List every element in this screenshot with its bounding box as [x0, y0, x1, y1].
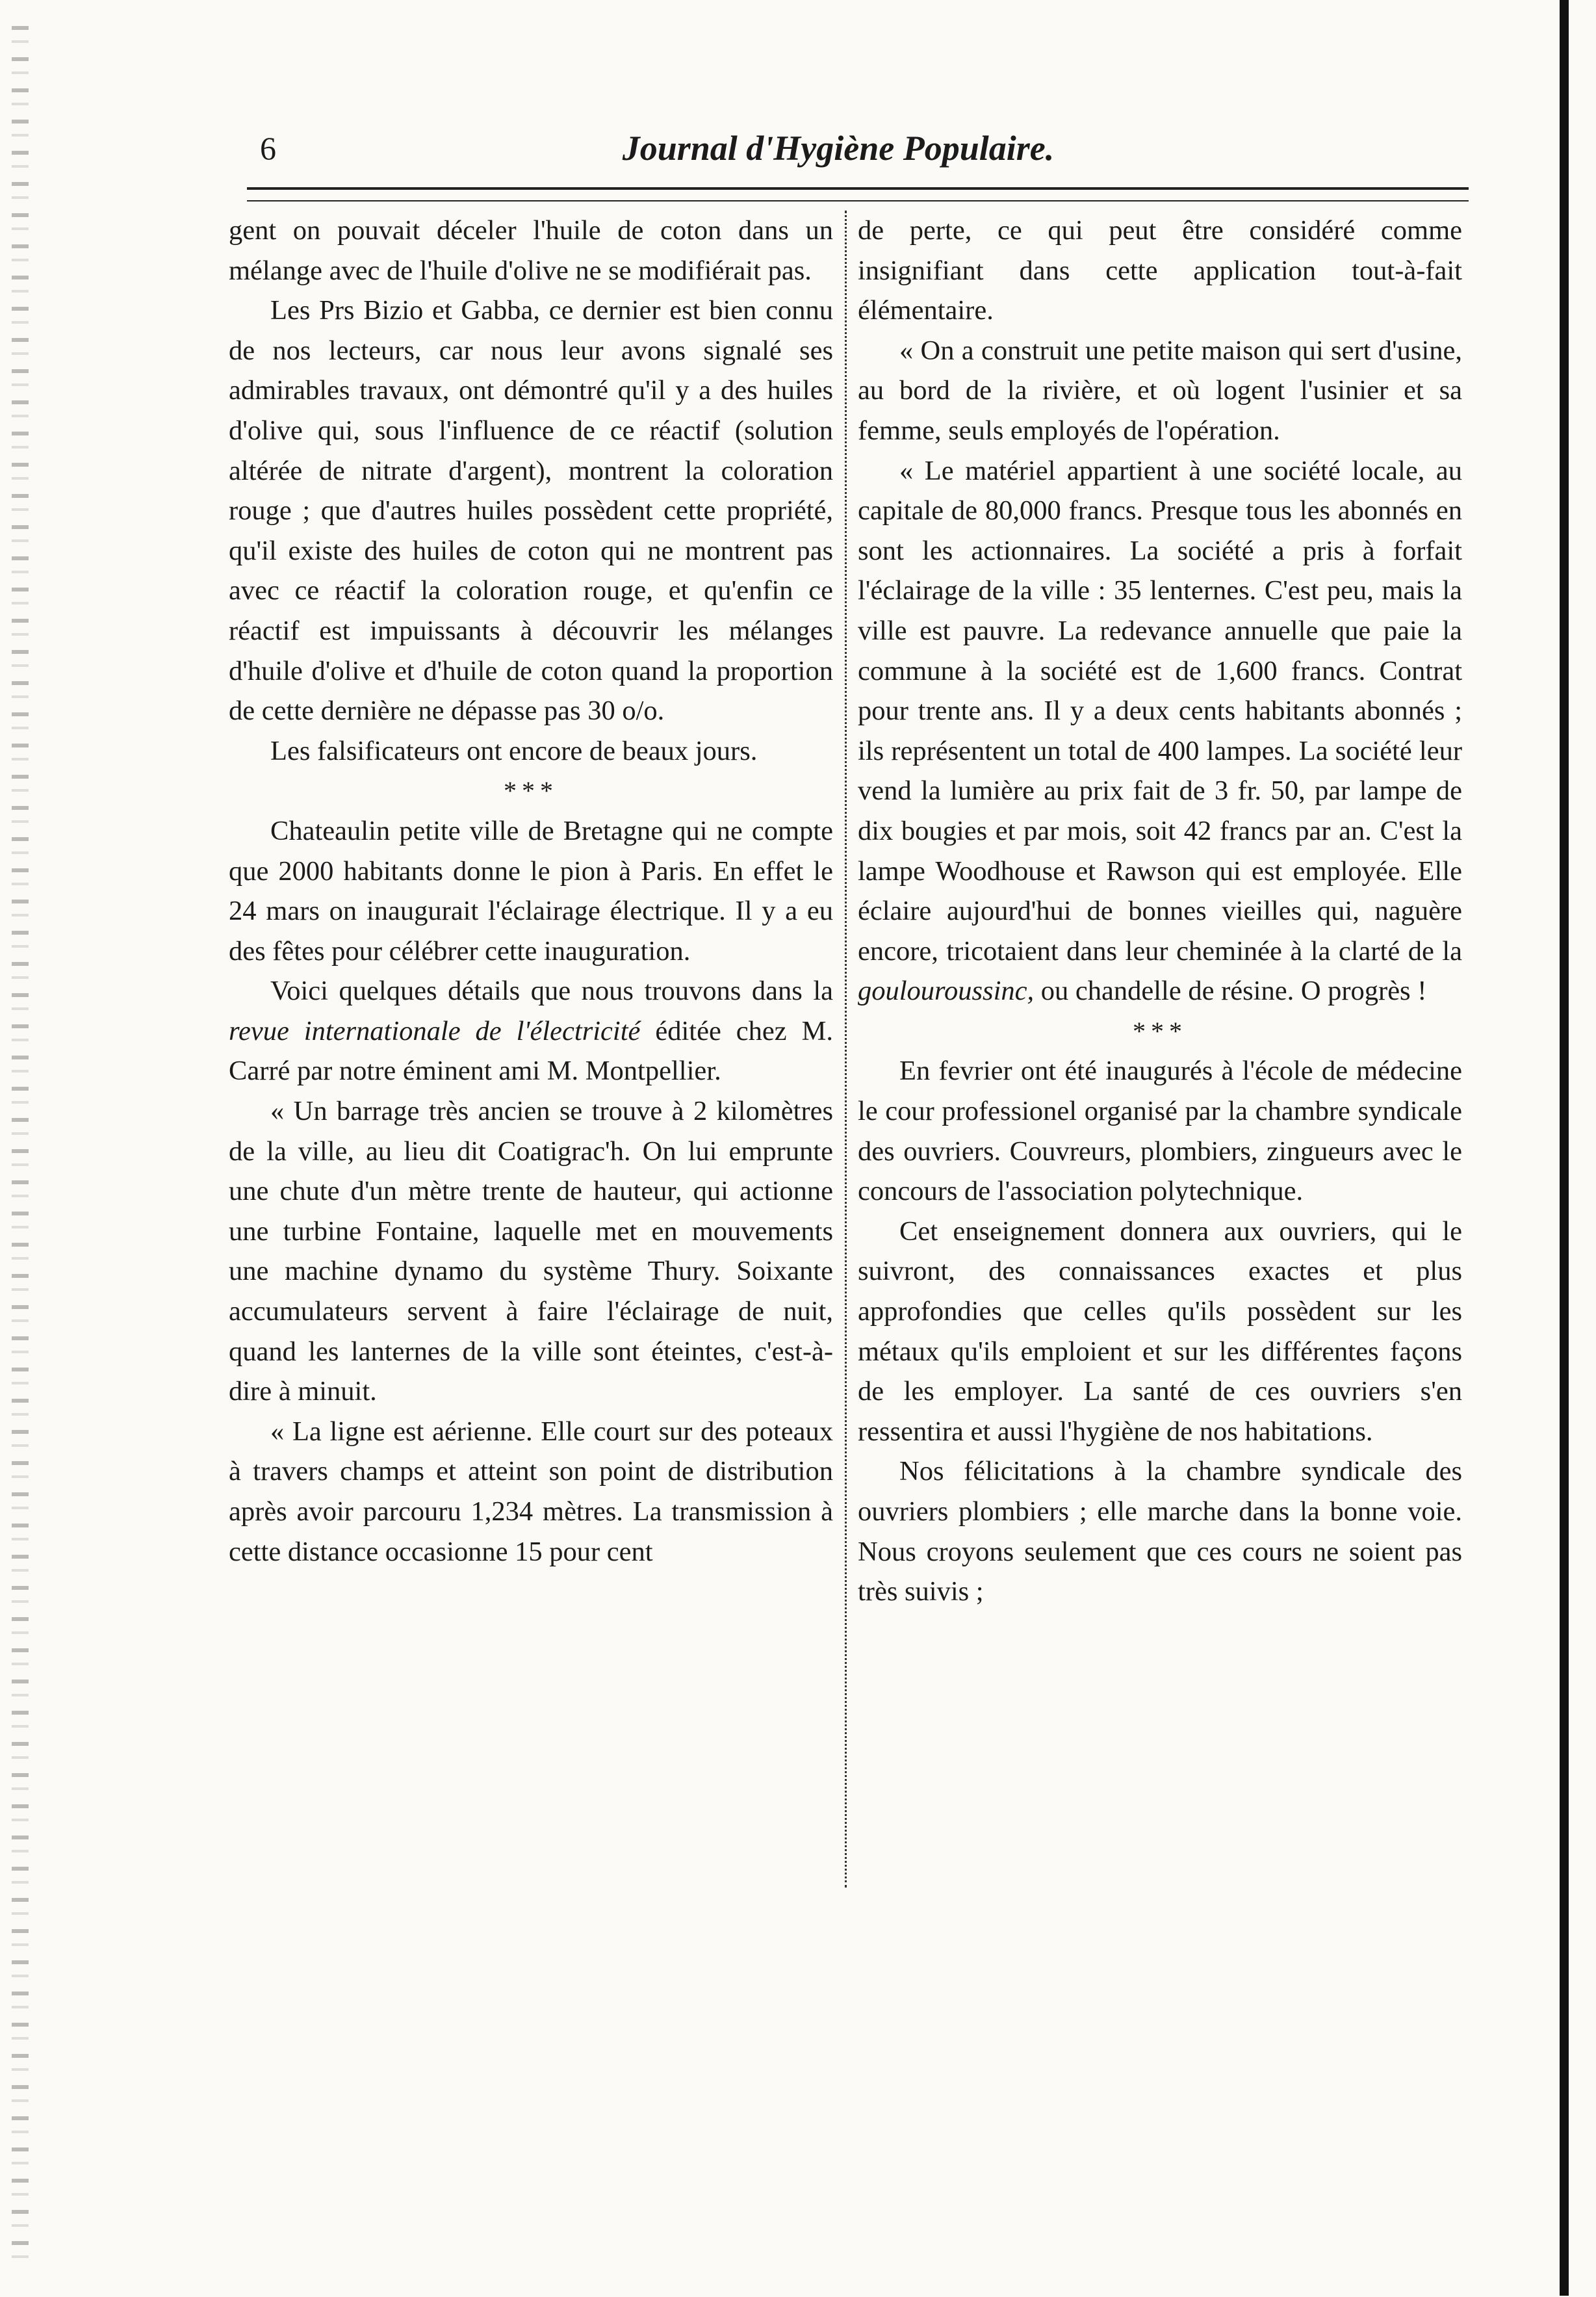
paragraph-text: éditée chez M. Carré par notre éminent ami M. Montpellier.: [229, 1015, 834, 1087]
paragraph: gent on pouvait déceler l'huile de coton dans un mélange avec de l'huile d'olive ne se modifiérait pas.: [229, 215, 833, 286]
scanned-left-edge: [12, 26, 29, 2262]
page-number: 6: [260, 130, 276, 166]
paragraph-text: ou chandelle de résine. O progrès !: [1034, 976, 1427, 1007]
scanned-right-edge: [1560, 0, 1569, 2296]
header-rule: [247, 187, 1469, 201]
paragraph: de perte, ce qui peut être considéré comme insignifiant dans cette application tout-à-fait élémentaire.: [858, 215, 1462, 326]
paragraph: « On a construit une petite maison qui sert d'usine, au bord de la rivière, et où logent l'usinier et sa femme, seuls employés de l'opération.: [858, 335, 1462, 446]
left-column: [229, 211, 833, 2297]
paragraph: « Un barrage très ancien se trouve à 2 kilomètres de la ville, au lieu dit Coatigrac'h. On lui emprunte une chute d'un mètre trente de hauteur, qui actionne une turbine Fontaine, laquelle met en mouvements une machine dynamo du système Thury. Soixante accumulateurs servent à faire l'éclairage de nuit, quand les lanternes de la ville sont éteintes, c'est-à-dire à minuit.: [229, 1096, 833, 1407]
paragraph: Nos félicitations à la chambre syndicale des ouvriers plombiers ; elle marche dans la bonne voie. Nous croyons seulement que ces cours ne soient pas très suivis ;: [858, 1456, 1462, 1607]
publication-title: revue internationale de l'électricité: [229, 1015, 641, 1046]
paragraph: En fevrier ont été inaugurés à l'école de médecine le cour professionel organisé par la chambre syndicale des ouvriers. Couvreurs, plombiers, zingueurs avec le concours de l'association polytechnique.: [858, 1056, 1462, 1207]
page-header: [247, 127, 1469, 179]
paragraph: Chateaulin petite ville de Bretagne qui ne compte que 2000 habitants donne le pion à Paris. En effet le 24 mars on inaugurait l'éclairage électrique. Il y a eu des fêtes pour célébrer cette inauguration.: [229, 815, 833, 967]
journal-title: Journal d'Hygiène Populaire.: [622, 129, 1055, 168]
paragraph: Les falsificateurs ont encore de beaux jours.: [270, 735, 758, 766]
section-separator-stars: ***: [1133, 1016, 1187, 1046]
paragraph: Les Prs Bizio et Gabba, ce dernier est bien connu de nos lecteurs, car nous leur avons signalé ses admirables travaux, ont démontré qu'il y a des huiles d'olive qui, sous l'influence de ce réactif (solution altérée de nitrate d'argent), montrent la coloration rouge ; que d'autres huiles possèdent cette propriété, qu'il existe des huiles de coton qui ne montrent pas avec ce réactif la coloration rouge, et qu'enfin ce réactif est impuissants à découvrir les mélanges d'huile d'olive et d'huile de coton quand la proportion de cette dernière ne dépasse pas 30 o/o.: [229, 295, 833, 727]
column-divider: [845, 211, 847, 1888]
paragraph: Cet enseignement donnera aux ouvriers, qui le suivront, des connaissances exactes et plus approfondies que celles qu'ils possèdent sur les métaux qu'ils emploient et sur les différentes façons de les employer. La santé de ces ouvriers s'en ressentira et aussi l'hygiène de nos habitations.: [858, 1215, 1462, 1447]
italic-term: goulouroussinc,: [858, 976, 1035, 1007]
paragraph: [229, 971, 833, 1091]
paragraph: « La ligne est aérienne. Elle court sur des poteaux à travers champs et atteint son point de distribution après avoir parcouru 1,234 mètres. La transmission à cette distance occasionne 15 pour cent: [229, 1416, 833, 1567]
section-separator-stars: ***: [504, 776, 558, 806]
paragraph: [858, 451, 1462, 1011]
paragraph-text: « Le matériel appartient à une société locale, au capitale de 80,000 francs. Presque tous les abonnés en sont les actionnaires. La société a pris à forfait l'éclairage de la ville : 35 lenternes. C'est peu, mais la ville est pauvre. La redevance annuelle que paie la commune à la société est de 1,600 francs. Contrat pour trente ans. Il y a deux cents habitants abonnés ; ils représentent un total de 400 lampes. La société leur vend la lumière au prix fait de 3 fr. 50, par lampe de dix bougies et par mois, soit 42 francs par an. C'est la lampe Woodhouse et Rawson qui est employée. Elle éclaire aujourd'hui de bonnes vieilles qui, naguère encore, tricotaient dans leur cheminée à la clarté de la: [858, 455, 1462, 967]
right-column: [858, 211, 1462, 2297]
paragraph-text: Voici quelques détails que nous trouvons dans la: [270, 976, 833, 1007]
